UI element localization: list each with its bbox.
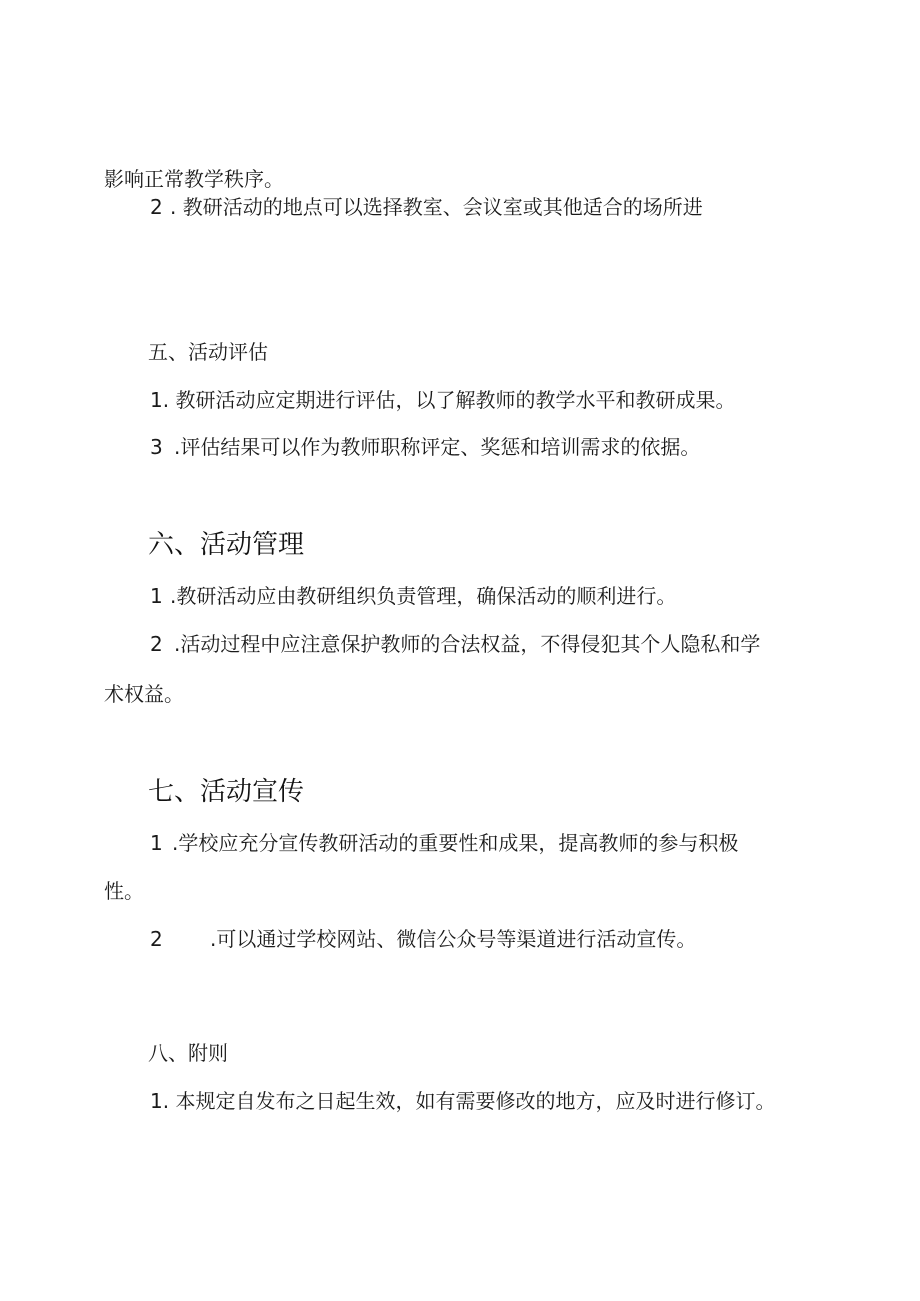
item-text: .学校应充分宣传教研活动的重要性和成果，提高教师的参与积极 [172, 831, 739, 855]
section-title-management: 六、活动管理 [148, 530, 305, 560]
item-text: .活动过程中应注意保护教师的合法权益，不得侵犯其个人隐私和学 [174, 632, 761, 656]
item-number: 2 [150, 927, 163, 951]
item-text: .教研活动应由教研组织负责管理，确保活动的顺利进行。 [170, 584, 677, 608]
list-item [150, 925, 696, 953]
item-text: .可以通过学校网站、微信公众号等渠道进行活动宣传。 [210, 927, 697, 951]
item-number: 2 [150, 195, 163, 219]
list-item-continuation: 性。 [104, 879, 144, 903]
section-title-evaluation: 五、活动评估 [148, 340, 268, 364]
list-item-continuation: 术权益。 [104, 682, 184, 706]
item-number: 1 [150, 831, 163, 855]
item-number: 1 [150, 584, 163, 608]
item-text: . 教研活动的地点可以选择教室、会议室或其他适合的场所进 [170, 195, 703, 219]
section-title-publicity: 七、活动宣传 [148, 777, 305, 807]
list-item [150, 193, 703, 221]
list-item [150, 582, 676, 610]
item-number: 3 [150, 435, 163, 459]
list-item [150, 829, 738, 857]
paragraph-continuation: 影响正常教学秩序。 [104, 167, 284, 191]
list-item: 1. 本规定自发布之日起生效，如有需要修改的地方，应及时进行修订。 [150, 1089, 776, 1113]
list-item [150, 433, 700, 461]
section-title-supplementary: 八、附则 [148, 1041, 228, 1065]
item-text: .评估结果可以作为教师职称评定、奖惩和培训需求的依据。 [174, 435, 701, 459]
list-item: 1. 教研活动应定期进行评估，以了解教师的教学水平和教研成果。 [150, 388, 736, 412]
item-number: 2 [150, 632, 163, 656]
list-item [150, 630, 760, 658]
